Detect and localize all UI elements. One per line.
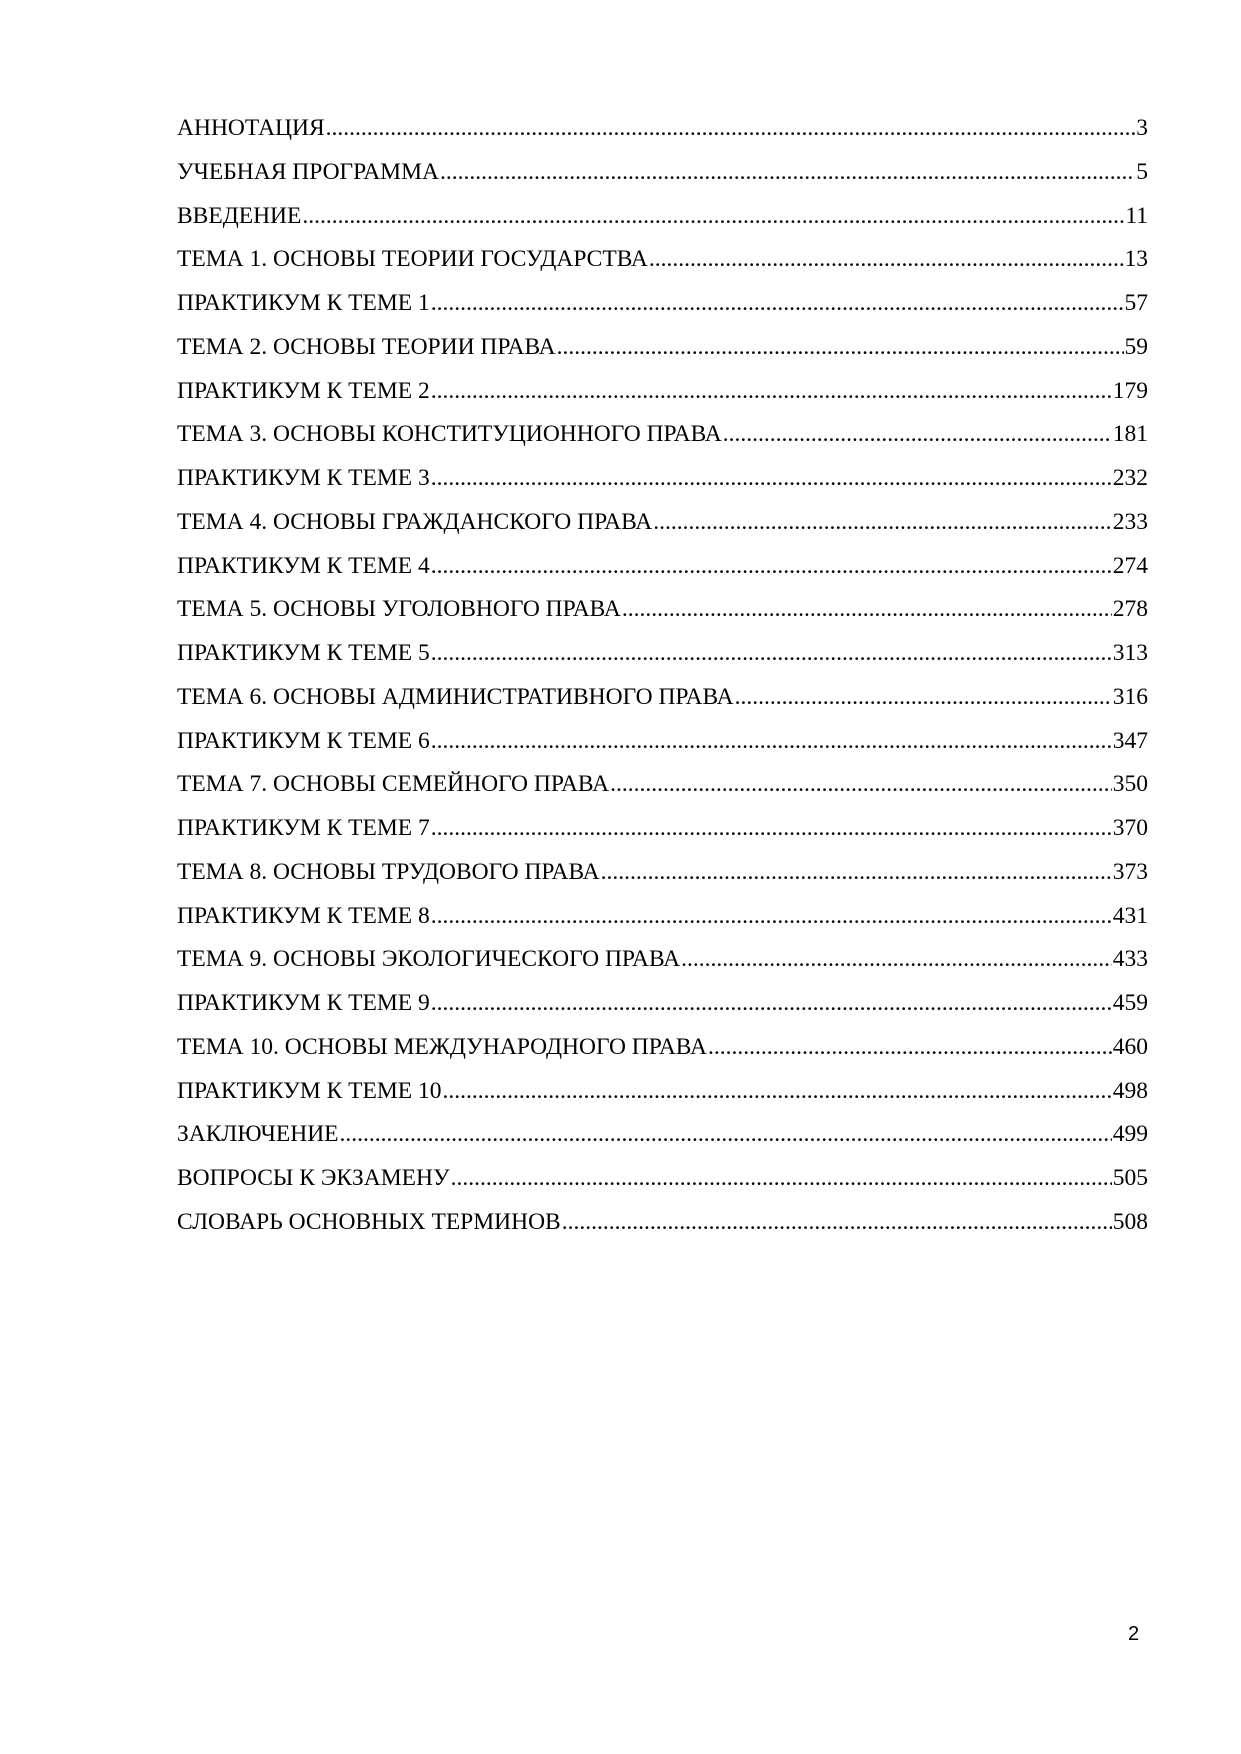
toc-entry-page: 313: [1112, 640, 1148, 666]
toc-entry-title: ТЕМА 8. ОСНОВЫ ТРУДОВОГО ПРАВА: [177, 858, 600, 885]
toc-entry-title: ПРАКТИКУМ К ТЕМЕ 1: [177, 290, 430, 316]
toc-entry-title: ПРАКТИКУМ К ТЕМЕ 4: [177, 552, 430, 579]
toc-dot-leader: [431, 288, 1124, 318]
toc-entry-page: 3: [1136, 115, 1148, 141]
toc-entry-page: 505: [1112, 1165, 1148, 1191]
toc-entry-page: 278: [1112, 596, 1148, 623]
toc-entry-page: 498: [1112, 1077, 1148, 1104]
page-number: 2: [1128, 1623, 1140, 1645]
table-of-contents: [177, 113, 1148, 1251]
toc-dot-leader: [649, 244, 1124, 274]
toc-dot-leader: [601, 857, 1112, 887]
toc-entry[interactable]: [177, 901, 1148, 945]
toc-entry-title: ТЕМА 1. ОСНОВЫ ТЕОРИИ ГОСУДАРСТВА: [177, 246, 648, 273]
toc-entry[interactable]: [177, 507, 1148, 551]
toc-dot-leader: [622, 594, 1112, 624]
toc-entry[interactable]: [177, 1119, 1148, 1163]
toc-entry-page: 274: [1112, 552, 1148, 579]
toc-dot-leader: [443, 1076, 1112, 1106]
toc-entry-page: 233: [1112, 508, 1148, 535]
toc-entry[interactable]: [177, 769, 1148, 813]
toc-entry[interactable]: [177, 332, 1148, 376]
toc-dot-leader: [302, 201, 1124, 231]
toc-entry[interactable]: [177, 682, 1148, 726]
toc-dot-leader: [723, 419, 1112, 449]
toc-entry-title: ПРАКТИКУМ К ТЕМЕ 10: [177, 1077, 442, 1104]
toc-dot-leader: [326, 113, 1136, 143]
toc-dot-leader: [653, 507, 1111, 537]
toc-entry-title: ПРАКТИКУМ К ТЕМЕ 2: [177, 377, 430, 404]
toc-entry-title: ПРАКТИКУМ К ТЕМЕ 9: [177, 990, 430, 1016]
toc-entry-title: ТЕМА 7. ОСНОВЫ СЕМЕЙНОГО ПРАВА: [177, 771, 610, 798]
toc-entry-title: ВОПРОСЫ К ЭКЗАМЕНУ: [177, 1165, 450, 1191]
toc-entry-title: ТЕМА 9. ОСНОВЫ ЭКОЛОГИЧЕСКОГО ПРАВА: [177, 946, 681, 973]
toc-entry[interactable]: [177, 1207, 1148, 1251]
toc-entry-title: ТЕМА 4. ОСНОВЫ ГРАЖДАНСКОГО ПРАВА: [177, 508, 653, 535]
toc-entry[interactable]: [177, 638, 1148, 682]
toc-entry[interactable]: [177, 857, 1148, 901]
toc-entry[interactable]: [177, 157, 1148, 201]
toc-entry-title: АННОТАЦИЯ: [177, 115, 325, 141]
toc-entry-title: ТЕМА 6. ОСНОВЫ АДМИНИСТРАТИВНОГО ПРАВА: [177, 683, 734, 710]
toc-dot-leader: [708, 1032, 1112, 1062]
toc-dot-leader: [431, 551, 1112, 581]
toc-entry-page: 13: [1124, 246, 1148, 273]
toc-entry-page: 459: [1112, 990, 1148, 1016]
toc-entry-page: 11: [1125, 202, 1148, 229]
toc-entry[interactable]: [177, 376, 1148, 420]
toc-entry[interactable]: [177, 288, 1148, 332]
toc-entry-title: ПРАКТИКУМ К ТЕМЕ 3: [177, 465, 430, 491]
toc-entry[interactable]: [177, 113, 1148, 157]
toc-dot-leader: [340, 1119, 1112, 1149]
toc-dot-leader: [735, 682, 1112, 712]
toc-entry-page: 370: [1112, 815, 1148, 841]
toc-dot-leader: [562, 1207, 1112, 1237]
toc-dot-leader: [557, 332, 1124, 362]
toc-entry-page: 181: [1112, 421, 1148, 448]
toc-dot-leader: [431, 988, 1112, 1018]
toc-entry[interactable]: [177, 551, 1148, 595]
toc-dot-leader: [610, 769, 1112, 799]
toc-entry-page: 57: [1124, 290, 1148, 316]
toc-entry[interactable]: [177, 1163, 1148, 1207]
toc-entry-title: ТЕМА 5. ОСНОВЫ УГОЛОВНОГО ПРАВА: [177, 596, 621, 623]
toc-entry-page: 5: [1136, 158, 1148, 185]
toc-entry[interactable]: [177, 201, 1148, 245]
toc-entry-title: ТЕМА 2. ОСНОВЫ ТЕОРИИ ПРАВА: [177, 333, 556, 360]
toc-dot-leader: [431, 638, 1112, 668]
toc-entry[interactable]: [177, 463, 1148, 507]
toc-entry-title: ПРАКТИКУМ К ТЕМЕ 7: [177, 815, 430, 841]
toc-entry[interactable]: [177, 419, 1148, 463]
toc-entry-title: ТЕМА 10. ОСНОВЫ МЕЖДУНАРОДНОГО ПРАВА: [177, 1033, 707, 1060]
toc-dot-leader: [440, 157, 1135, 187]
toc-entry-title: ПРАКТИКУМ К ТЕМЕ 6: [177, 727, 430, 754]
toc-entry-title: ВВЕДЕНИЕ: [177, 202, 302, 229]
toc-entry-title: УЧЕБНАЯ ПРОГРАММА: [177, 158, 439, 185]
toc-entry-title: ТЕМА 3. ОСНОВЫ КОНСТИТУЦИОННОГО ПРАВА: [177, 421, 722, 448]
toc-entry[interactable]: [177, 594, 1148, 638]
toc-entry[interactable]: [177, 944, 1148, 988]
toc-entry[interactable]: [177, 1076, 1148, 1120]
toc-entry-page: 350: [1112, 771, 1148, 798]
toc-entry-page: 179: [1112, 377, 1148, 404]
toc-dot-leader: [451, 1163, 1112, 1193]
toc-entry-page: 431: [1112, 902, 1148, 929]
toc-entry-page: 232: [1112, 465, 1148, 491]
toc-dot-leader: [431, 463, 1112, 493]
toc-entry-page: 59: [1124, 333, 1148, 360]
toc-dot-leader: [431, 726, 1112, 756]
toc-entry-title: ЗАКЛЮЧЕНИЕ: [177, 1121, 339, 1148]
toc-entry-page: 433: [1112, 946, 1148, 973]
toc-entry-page: 460: [1112, 1033, 1148, 1060]
toc-entry[interactable]: [177, 813, 1148, 857]
toc-dot-leader: [431, 813, 1112, 843]
toc-entry-page: 508: [1112, 1208, 1148, 1235]
toc-entry-title: ПРАКТИКУМ К ТЕМЕ 5: [177, 640, 430, 666]
toc-entry-page: 373: [1112, 858, 1148, 885]
toc-entry[interactable]: [177, 988, 1148, 1032]
toc-entry-page: 499: [1112, 1121, 1148, 1148]
toc-dot-leader: [431, 376, 1112, 406]
toc-dot-leader: [681, 944, 1112, 974]
toc-entry[interactable]: [177, 1032, 1148, 1076]
toc-entry[interactable]: [177, 244, 1148, 288]
toc-dot-leader: [431, 901, 1112, 931]
toc-entry-title: СЛОВАРЬ ОСНОВНЫХ ТЕРМИНОВ: [177, 1208, 561, 1235]
toc-entry-page: 347: [1112, 727, 1148, 754]
toc-entry-page: 316: [1112, 683, 1148, 710]
toc-entry[interactable]: [177, 726, 1148, 770]
toc-entry-title: ПРАКТИКУМ К ТЕМЕ 8: [177, 902, 430, 929]
